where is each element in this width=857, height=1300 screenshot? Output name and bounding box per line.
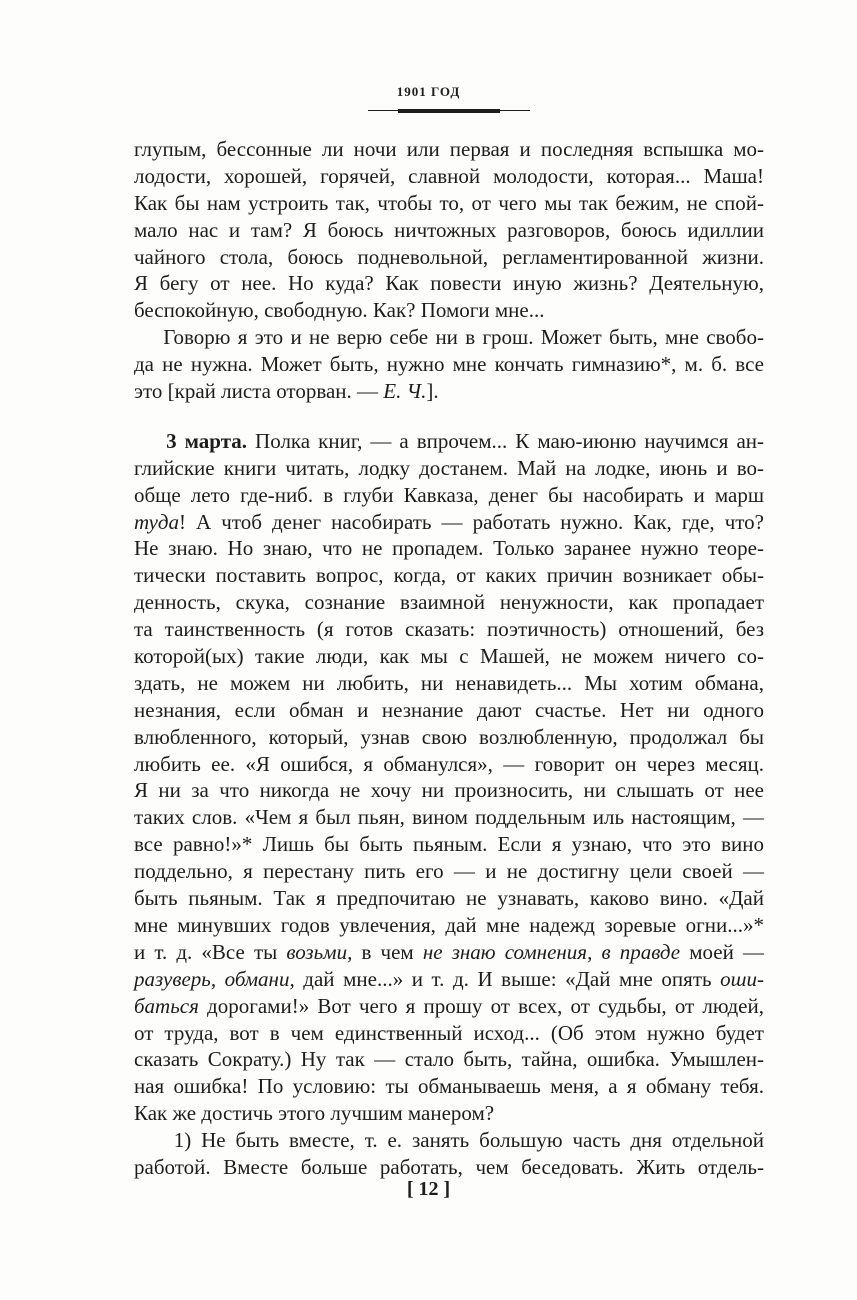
text-run: тически поставить вопрос, когда, от каких причин возникает обы- [134, 563, 764, 588]
text-line [134, 939, 764, 966]
text-run: глупым, бессонные ли ночи или первая и последняя вспышка мо- [134, 137, 764, 161]
text-run: незнания, если обман и незнание дают счастье. Нет ни одного [134, 697, 764, 722]
text-line [134, 1046, 764, 1073]
text-line [134, 324, 764, 351]
text-line [134, 455, 764, 482]
text-run: ! А чтоб денег насобирать — работать нужно. Как, где, что? [179, 509, 764, 534]
text-run: мне минувших годов увлечения, дай мне надежд зоревые огни...»* [134, 912, 764, 937]
text-run: моей — [680, 939, 764, 964]
italic-text: баться [134, 993, 199, 1018]
text-line [134, 993, 764, 1020]
italic-text: Е. Ч. [383, 379, 427, 404]
text-line [134, 589, 764, 616]
text-run: Я бегу от нее. Но куда? Как повести иную жизнь? Деятельную, [134, 271, 764, 296]
text-run: ]. [426, 379, 439, 404]
text-run: быть пьяным. Так я предпочитаю не узнавать, каково вино. «Дай [134, 886, 764, 911]
paragraph [134, 1127, 764, 1181]
text-line [134, 1020, 764, 1047]
text-run [134, 429, 166, 453]
text-run: в чем [352, 939, 423, 964]
text-line [134, 163, 764, 190]
italic-text: туда [134, 509, 180, 534]
paragraph [134, 136, 764, 324]
text-run: дай мне...» и т. д. И выше: «Дай мне опять [294, 966, 721, 991]
text-line [134, 217, 764, 244]
text-run: это [край листа оторван. — [134, 379, 384, 404]
text-run: Я ни за что никогда не хочу ни произносить, ни слышать от нее [134, 778, 764, 803]
text-run: беспокойную, свободную. Как? Помоги мне... [134, 298, 545, 323]
text-run: денность, скука, сознание взаимной ненужности, как пропадает [134, 590, 764, 615]
text-line [134, 509, 764, 536]
paragraph [134, 428, 764, 1127]
italic-text: возьми, [286, 939, 353, 964]
text-line [134, 966, 764, 993]
italic-text: разуверь, обмани, [134, 966, 295, 991]
italic-text: не знаю сомнения, в правде [422, 939, 681, 964]
paragraph-gap [134, 405, 764, 428]
text-line [134, 777, 764, 804]
body-text [134, 136, 764, 1181]
text-line [134, 428, 764, 455]
text-run: поддельно, я перестану пить его — и не достигну цели своей — [134, 859, 764, 884]
date-heading: 3 марта. [166, 428, 248, 453]
text-line [134, 1154, 764, 1181]
text-run: дорогами!» Вот чего я прошу от всех, от судьбы, от людей, [198, 993, 764, 1018]
text-run: и т. д. «Все ты [134, 939, 287, 964]
text-line [134, 751, 764, 778]
text-line [134, 724, 764, 751]
text-line [134, 643, 764, 670]
text-line [134, 1127, 764, 1154]
text-run: которой(ых) такие люди, как мы с Машей, не можем ничего со- [134, 644, 764, 669]
text-line [134, 804, 764, 831]
text-run: да не нужна. Может быть, нужно мне кончать гимназию*, м. б. все [134, 352, 764, 377]
paragraph [134, 324, 764, 405]
text-run: Не знаю. Но знаю, что не пропадем. Только заранее нужно теоре- [134, 536, 764, 561]
text-run: 1) Не быть вместе, т. е. занять большую часть дня отдельной [134, 1128, 764, 1153]
text-run: любить ее. «Я ошибся, я обманулся», — говорит он через месяц. [134, 751, 764, 776]
text-line [134, 697, 764, 724]
page-number: [ 12 ] [406, 1178, 451, 1200]
text-line [134, 482, 764, 509]
text-run: Полка книг, — а впрочем... К маю-июню научимся ан- [247, 428, 764, 453]
header-rule-accent [398, 109, 500, 113]
text-run: Говорю я это и не верю себе ни в грош. Может быть, мне свобо- [134, 325, 764, 350]
text-run: сказать Сократу.) Ну так — стало быть, тайна, ошибка. Умышлен- [134, 1047, 764, 1072]
text-line [134, 670, 764, 697]
text-run: та таинственность (я готов сказать: поэтичность) отношений, без [134, 617, 764, 642]
running-head: 1901 ГОД [396, 84, 461, 99]
italic-text: оши- [720, 966, 765, 991]
text-line [134, 1100, 764, 1127]
text-run: здать, не можем ни любить, ни ненавидеть... Мы хотим обмана, [134, 670, 764, 695]
text-line [134, 885, 764, 912]
text-line [134, 244, 764, 271]
text-run: чайного стола, боюсь подневольной, регламентированной жизни. [134, 244, 764, 269]
text-line [134, 535, 764, 562]
text-line [134, 297, 764, 324]
text-line [134, 912, 764, 939]
text-run: Как бы нам устроить так, чтобы то, от чего мы так бежим, не спой- [134, 190, 764, 215]
text-run: ная ошибка! По условию: ты обманываешь меня, а я обману тебя. [134, 1074, 764, 1099]
text-run: мало нас и там? Я боюсь ничтожных разговоров, боюсь идиллии [134, 217, 764, 242]
text-line [134, 831, 764, 858]
text-line [134, 136, 764, 163]
text-run: влюбленного, который, узнав свою возлюбленную, продолжал бы [134, 724, 764, 749]
text-line [134, 858, 764, 885]
text-line [134, 616, 764, 643]
text-line [134, 562, 764, 589]
text-line [134, 1073, 764, 1100]
text-run: лодости, хорошей, горячей, славной молодости, которая... Маша! [134, 163, 764, 188]
text-line [134, 378, 764, 405]
text-line [134, 190, 764, 217]
text-line [134, 351, 764, 378]
text-line [134, 270, 764, 297]
text-run: глийские книги читать, лодку достанем. Май на лодке, июнь и во- [134, 455, 764, 480]
text-run: Как же достичь этого лучшим манером? [134, 1101, 495, 1126]
text-run: таких слов. «Чем я был пьян, вином поддельным иль настоящим, — [134, 805, 764, 830]
text-run: от труда, вот в чем единственный исход... (Об этом нужно будет [134, 1020, 764, 1045]
text-run: работой. Вместе больше работать, чем беседовать. Жить отдель- [134, 1154, 764, 1179]
text-run: все равно!»* Лишь бы быть пьяным. Если я узнаю, что это вино [134, 832, 764, 857]
text-run: обще лето где-ниб. в глуби Кавказа, денег бы насобирать и марш [134, 482, 764, 507]
